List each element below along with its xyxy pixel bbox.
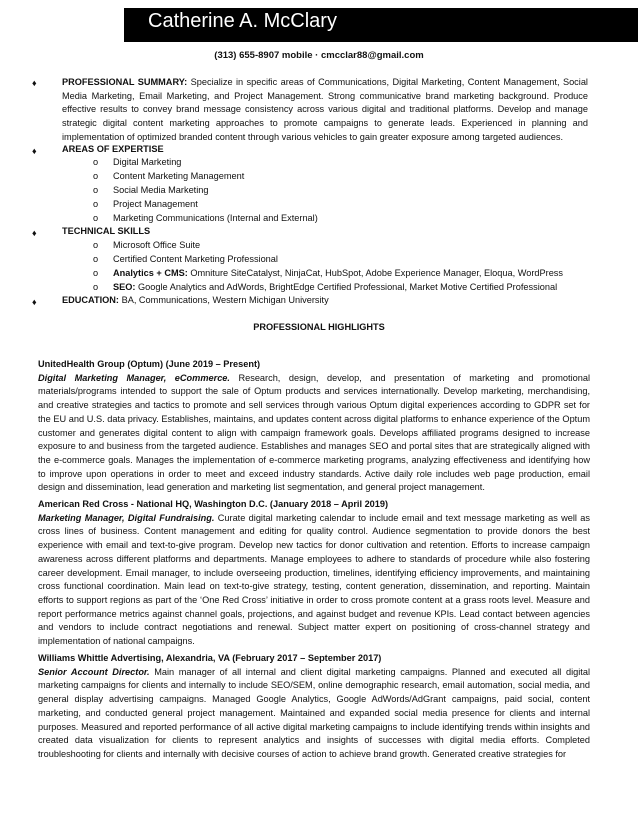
- job-title: Digital Marketing Manager, eCommerce.: [38, 372, 230, 383]
- job-title: Senior Account Director.: [38, 666, 150, 677]
- education-label: EDUCATION:: [62, 295, 119, 305]
- diamond-bullet-icon: ♦: [32, 78, 37, 88]
- skill-label: Analytics + CMS:: [113, 268, 188, 278]
- skill-text: Certified Content Marketing Professional: [113, 254, 278, 264]
- circle-bullet-icon: o: [93, 171, 99, 181]
- skill-item: [113, 282, 557, 292]
- job-entry: [38, 652, 590, 762]
- education-block: [62, 295, 329, 305]
- job-heading: Williams Whittle Advertising, Alexandria, VA (February 2017 – September 2017): [38, 653, 382, 663]
- expertise-item: Project Management: [113, 199, 198, 209]
- skill-label: SEO:: [113, 282, 136, 292]
- skills-label: TECHNICAL SKILLS: [62, 226, 151, 236]
- expertise-item: Content Marketing Management: [113, 171, 245, 181]
- education-text: BA, Communications, Western Michigan University: [121, 295, 329, 305]
- diamond-bullet-icon: ♦: [32, 297, 37, 307]
- skill-item: [113, 240, 200, 250]
- job-description: Main manager of all internal and client digital marketing campaigns. Planned and executed all digital marketing campaigns for clients and internally to include SEO/SEM, online demographic research, email automation, social media, and general display advertising campaigns. Managed Google Analytics, Google AdWords/AdGrant campaigns, paid social, content marketing, and conducted general project management. Maintained and expanded social media presence for clients and internal purposes. Measured and reported performance of all active digital marketing campaigns to include identifying trends within insights and created data visualization for clients to represent analytics and insights of successes with digital media efforts. Completed troubleshooting for clients and internally with decisive courses of action to achieve brand growth. Generated creative strategies for: [38, 666, 590, 759]
- candidate-name: Catherine A. McClary: [148, 10, 337, 32]
- skill-text: Google Analytics and AdWords, BrightEdge Certified Professional, Market Motive Certified Professional: [138, 282, 558, 292]
- expertise-label: AREAS OF EXPERTISE: [62, 144, 164, 154]
- job-description: Curate digital marketing calendar to include email and text message marketing as well as cross lines of business. Content management and editing for quality control. Audience segmentation to provide donors the best experience with email and text-to-give program. Develop new tactics for donor cultivation and retention. Efforts to increase campaign awareness across different platforms and departments. Manage employees to adhere to standards of procedure while also fostering career development. Email manager, to include overseeing production, timelines, identifying efficiency improvements, and maintaining cross functional coordination. Main lead on text-to-give strategy, testing, content generation, dissemination, and reporting. Maintain efforts to support regions as part of the ‘One Red Cross’ initiative in order to cross promote content at a grass roots level. Measure and report performance metrics against channel goals, projections, and against budget and revenue KPIs. Lead contact between agencies and vendors to include contract negotiations and renewal. Subject matter expert on positioning of cross-channel strategy and implementation of national campaigns.: [38, 512, 590, 647]
- summary-label: PROFESSIONAL SUMMARY:: [62, 77, 188, 87]
- skill-item: [113, 254, 278, 264]
- name-banner: [124, 8, 638, 42]
- skill-text: Omniture SiteCatalyst, NinjaCat, HubSpot, Adobe Experience Manager, Eloqua, WordPress: [190, 268, 563, 278]
- job-description: Research, design, develop, and presentation of marketing and promotional materials/programs intended to support the sale of Optum products and services internationally. Develop marketing, merchandising, and creative strategies and tactics to promote and sell services through various Optum digital experiences according to GDPR set for the EU and U.S. data privacy. Establishes, maintains, and updates content across digital platforms to enhance experience of the Optum customer and generates digital content to align with campaign framework goals. Develops affiliated programs designed to increase exposure to and business from the targeted audience. Establishes and manages SEO and portal sites that are strategically aligned with the e-commerce goals. Manages the implementation of e-commerce marketing programs, analyzing effectiveness and identifying how to improve upon operations in order to meet and exceed industry standards. Active daily role includes web page production, email design and dissemination, lead generation and marketing list segmentation, and general project management.: [38, 372, 590, 493]
- job-heading: American Red Cross - National HQ, Washington D.C. (January 2018 – April 2019): [38, 499, 389, 509]
- contact-line: (313) 655-8907 mobile · cmcclar88@gmail.com: [214, 50, 424, 61]
- circle-bullet-icon: o: [93, 240, 99, 250]
- skill-item: [113, 268, 563, 278]
- circle-bullet-icon: o: [93, 282, 99, 292]
- summary-block: [62, 76, 588, 145]
- circle-bullet-icon: o: [93, 213, 99, 223]
- expertise-item: Social Media Marketing: [113, 185, 209, 195]
- circle-bullet-icon: o: [93, 185, 99, 195]
- summary-text: Specialize in specific areas of Communications, Digital Marketing, Content Management, Social Media Marketing, Email Marketing, and Project Management. Strong communicative brand marketing background. Produce effective results to convey brand message consistency across various digital and traditional platforms. Develop and manage strategic digital content marketing approaches to promote campaigns to generate leads. Experienced in planning and implementation of optimized branded content through various vehicles to gain greater exposure among targeted audiences.: [62, 77, 588, 142]
- job-heading: UnitedHealth Group (Optum) (June 2019 – Present): [38, 359, 261, 369]
- job-title: Marketing Manager, Digital Fundraising.: [38, 512, 215, 523]
- circle-bullet-icon: o: [93, 254, 99, 264]
- circle-bullet-icon: o: [93, 157, 99, 167]
- expertise-item: Digital Marketing: [113, 157, 182, 167]
- job-entry: [38, 498, 590, 649]
- diamond-bullet-icon: ♦: [32, 228, 37, 238]
- skill-text: Microsoft Office Suite: [113, 240, 201, 250]
- job-entry: [38, 358, 590, 495]
- expertise-item: Marketing Communications (Internal and External): [113, 213, 318, 223]
- circle-bullet-icon: o: [93, 268, 99, 278]
- circle-bullet-icon: o: [93, 199, 99, 209]
- diamond-bullet-icon: ♦: [32, 146, 37, 156]
- highlights-title: PROFESSIONAL HIGHLIGHTS: [253, 322, 385, 332]
